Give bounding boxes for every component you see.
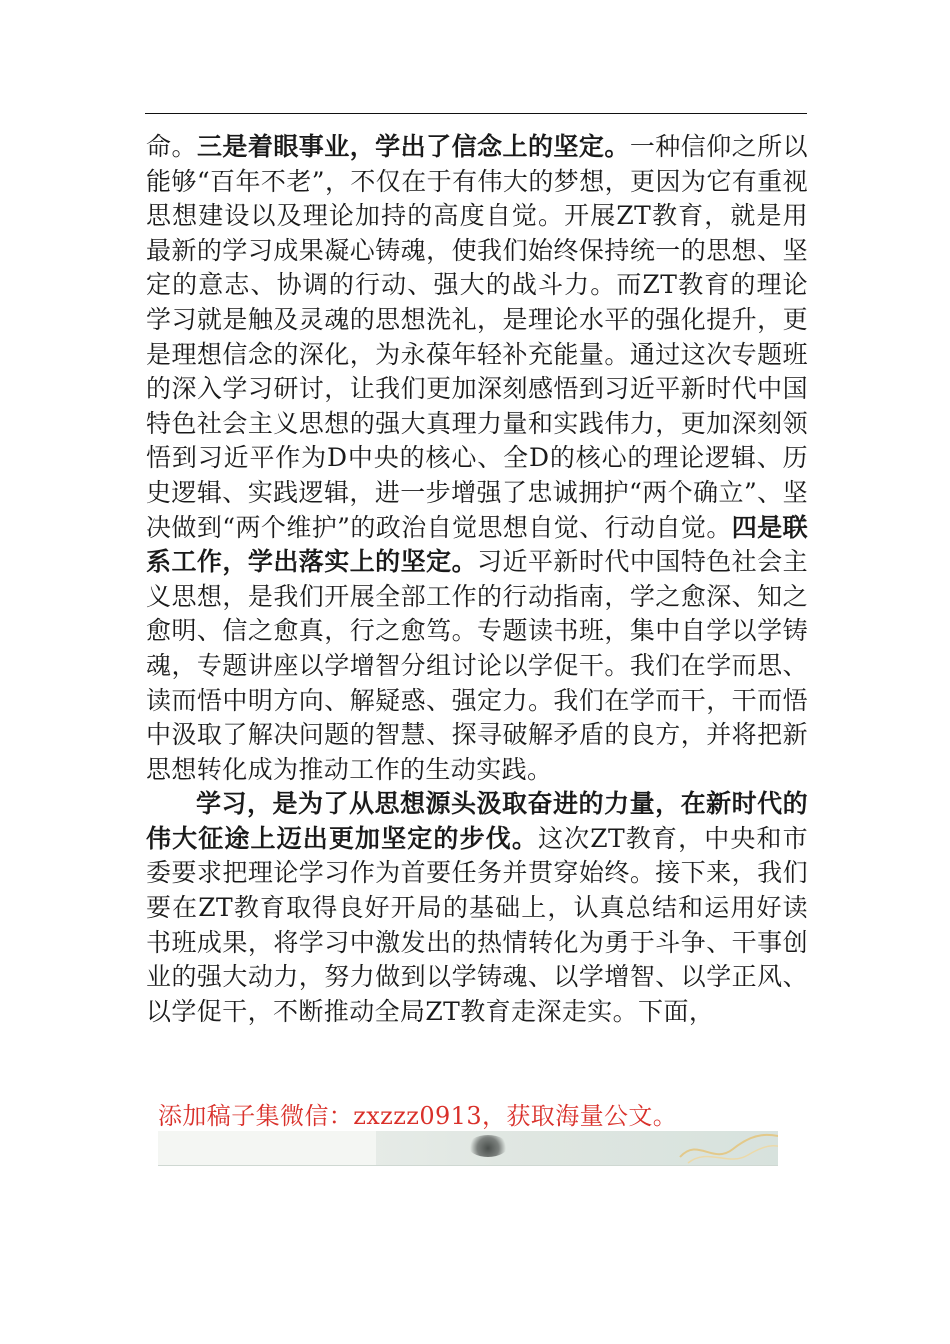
text-run: 命。 (146, 132, 197, 161)
text-run: 一种信仰之所以能够“百年不老”，不仅在于有伟大的梦想，更因为它有重视思想建设以及理论加持的高度自觉。开展ZT教育，就是用最新的学习成果凝心铸魂，使我们始终保持统一的思想、坚定的意志、协调的行动、强大的战斗力。而ZT教育的理论学习就是触及灵魂的思想洗礼，是理论水平的强化提升，更是理想信念的深化，为永葆年轻补充能量。通过这次专题班的深入学习研讨，让我们更加深刻感悟到习近平新时代中国特色社会主义思想的强大真理力量和实践伟力，更加深刻领悟到习近平作为D中央的核心、全D的核心的理论逻辑、历史逻辑、实践逻辑，进一步增强了忠诚拥护“两个确立”、坚决做到“两个维护”的政治自觉思想自觉、行动自觉。 (146, 132, 808, 542)
gold-curve-decoration (678, 1131, 778, 1166)
promo-line: 添加稿子集微信：zxzzz0913，获取海量公文。 (158, 1102, 678, 1130)
text-run: 习近平新时代中国特色社会主义思想，是我们开展全部工作的行动指南，学之愈深、知之愈明、信之愈真，行之愈笃。专题读书班，集中自学以学铸魂，专题讲座以学增智分组讨论以学促干。我们在学而思、读而悟中明方向、解疑惑、强定力。我们在学而干，干而悟中汲取了解决问题的智慧、探寻破解矛盾的良方，并将把新思想转化成为推动工作的生动实践。 (146, 547, 808, 784)
text-run: 这次ZT教育，中央和市委要求把理论学习作为首要任务并贯穿始终。接下来，我们要在ZT教育取得良好开局的基础上，认真总结和运用好读书班成果，将学习中激发出的热情转化为勇于斗争、干事创业的强大动力，努力做到以学铸魂、以学增智、以学正风、以学促干，不断推动全局ZT教育走深走实。下面， (146, 823, 808, 1026)
ink-blot-decoration (468, 1135, 508, 1157)
bold-heading-3: 三是着眼事业，学出了信念上的坚定。 (196, 132, 630, 161)
paragraph-1 (146, 130, 808, 787)
banner-blank-area (158, 1131, 376, 1165)
decorative-banner-image (158, 1131, 778, 1166)
bold-lead-sentence: 学习，是为了从思想源头汲取奋进的力量，在新时代的伟大征途上迈出更加坚定的步伐。 (146, 789, 808, 853)
bold-heading-4: 四是联系工作，学出落实上的坚定。 (146, 512, 808, 577)
header-rule (145, 113, 807, 114)
document-body (146, 130, 808, 1029)
paragraph-2 (146, 787, 808, 1029)
